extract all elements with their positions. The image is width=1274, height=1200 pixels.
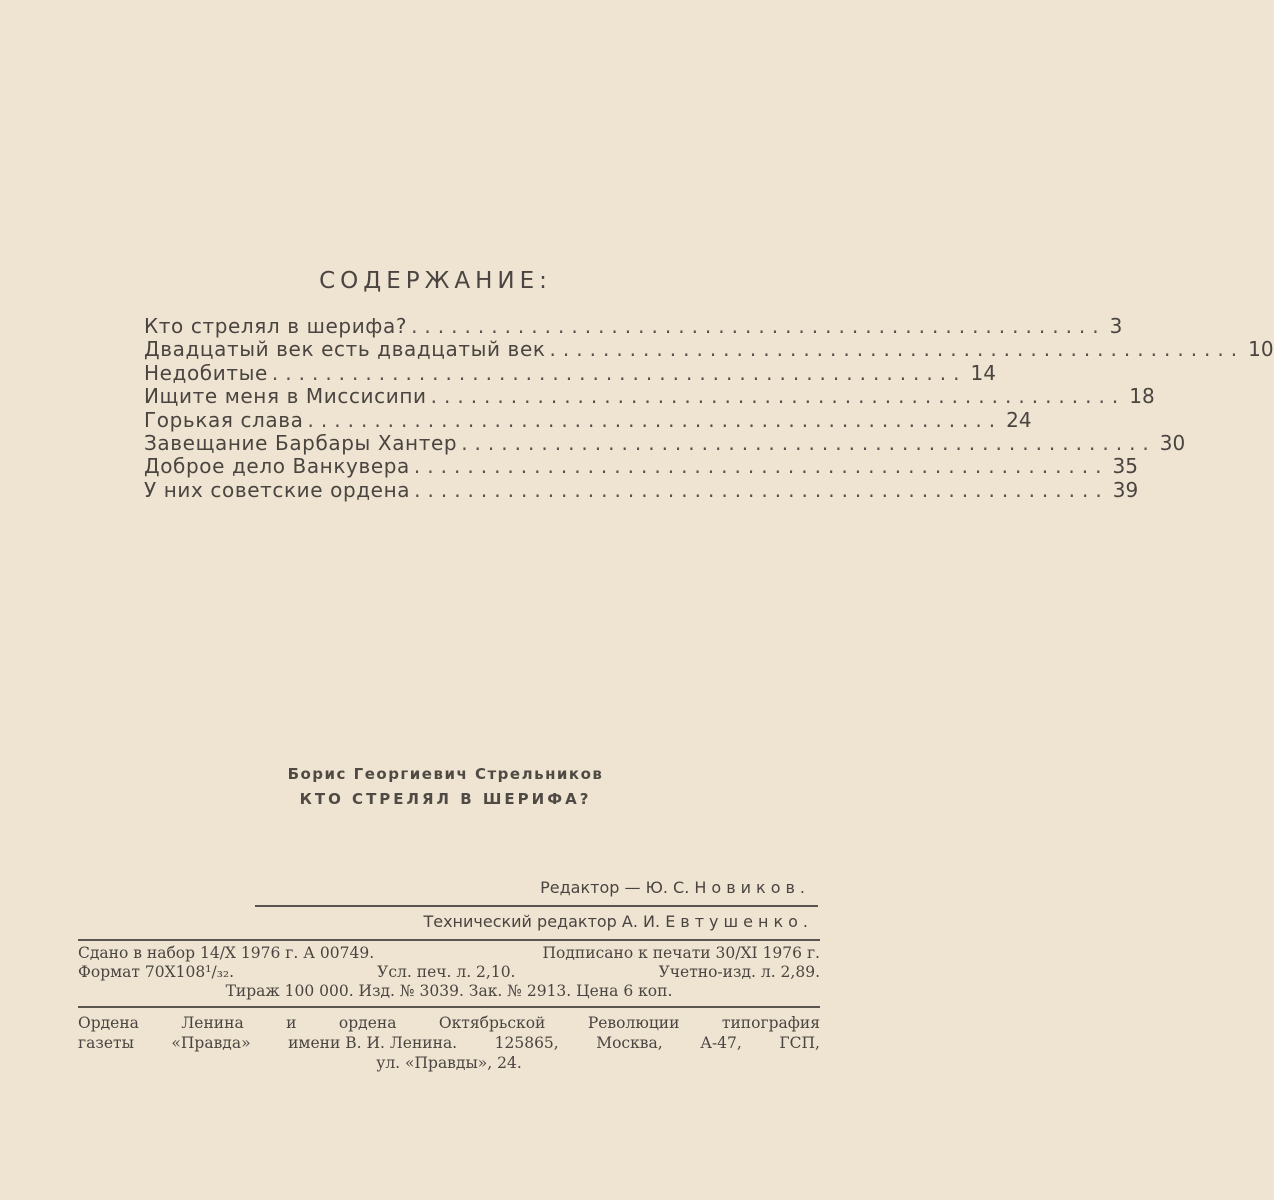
toc-entry-title: Ищите меня в Миссисипи	[144, 384, 427, 409]
printer-block	[78, 1013, 820, 1073]
printer-word: Революции	[587, 1014, 680, 1032]
toc-leader-dots: ....................................................	[430, 384, 1126, 409]
toc-leader-dots: ....................................................	[549, 337, 1245, 362]
toc-entry-page: 35	[1112, 454, 1138, 479]
imprint-line	[78, 944, 820, 963]
printer-word: газеты	[78, 1034, 134, 1052]
book-title: КТО СТРЕЛЯЛ В ШЕРИФА?	[299, 790, 592, 808]
imprint-edition-sheets: Учетно-изд. л. 2,89.	[658, 963, 820, 981]
imprint-line	[78, 982, 820, 1001]
printer-word: «Правда»	[171, 1034, 251, 1052]
printer-word: имени В. И. Ленина.	[288, 1034, 458, 1052]
toc-leader-dots: ....................................................	[461, 430, 1156, 455]
editor-label: Редактор — Ю. С.	[540, 878, 690, 897]
divider	[78, 1006, 820, 1008]
toc-entry-page: 39	[1112, 477, 1139, 502]
toc-entry	[144, 337, 1274, 362]
toc-entry-page: 30	[1159, 430, 1186, 455]
toc-entry-page: 10	[1248, 337, 1274, 362]
printer-word: и	[286, 1014, 297, 1032]
editor-credit	[540, 878, 810, 897]
printer-line	[78, 1053, 820, 1073]
toc-entry-page: 3	[1109, 314, 1123, 338]
toc-entry	[144, 477, 1139, 502]
printer-word: 125865,	[494, 1034, 559, 1052]
editor-name: Новиков.	[694, 878, 810, 897]
tech-editor-label: Технический редактор А. И.	[423, 912, 661, 931]
imprint-signed: Подписано к печати 30/XI 1976 г.	[542, 944, 820, 962]
toc-entry-title: Горькая слава	[144, 407, 304, 432]
imprint-block	[78, 944, 820, 1001]
printer-address: ул. «Правды», 24.	[376, 1054, 522, 1072]
divider	[78, 939, 820, 941]
toc-entry-title: У них советские ордена	[144, 477, 411, 502]
printer-word: ордена	[338, 1014, 397, 1032]
toc-entry	[144, 407, 1032, 432]
toc-entry-title: Кто стрелял в шерифа?	[144, 314, 408, 338]
printer-word: ГСП,	[779, 1034, 820, 1052]
toc-entry	[144, 384, 1155, 409]
contents-heading: СОДЕРЖАНИЕ:	[319, 268, 552, 294]
author-name: Борис Георгиевич Стрельников	[287, 765, 604, 783]
tech-editor-name: Евтушенко.	[665, 912, 813, 931]
toc-entry	[144, 454, 1138, 479]
toc-leader-dots: ....................................................	[414, 477, 1109, 502]
imprint-typeset: Сдано в набор 14/X 1976 г. А 00749.	[78, 944, 375, 962]
imprint-format: Формат 70Х108¹/₃₂.	[78, 963, 235, 981]
toc-entry	[144, 314, 1123, 338]
divider	[255, 905, 818, 907]
toc-leader-dots: ....................................................	[411, 314, 1106, 338]
printer-word: А-47,	[700, 1034, 742, 1052]
imprint-line	[78, 963, 820, 982]
toc-entry-page: 24	[1006, 407, 1032, 432]
printer-word: Москва,	[596, 1034, 663, 1052]
toc-leader-dots: ....................................................	[271, 360, 967, 385]
toc-entry	[144, 430, 1186, 455]
printer-word: Октябрьской	[438, 1014, 546, 1032]
toc-entry-title: Доброе дело Ванкувера	[144, 454, 410, 479]
printer-word: типография	[721, 1014, 820, 1032]
table-of-contents	[144, 314, 1274, 502]
toc-entry-page: 14	[970, 360, 996, 385]
toc-entry-title: Завещание Барбары Хантер	[144, 430, 458, 455]
toc-entry-page: 18	[1129, 384, 1155, 409]
toc-entry-title: Двадцатый век есть двадцатый век	[144, 337, 546, 362]
imprint-sheets: Усл. печ. л. 2,10.	[377, 963, 516, 981]
printer-word: Ленина	[181, 1014, 244, 1032]
toc-entry	[144, 360, 996, 385]
toc-entry-title: Недобитые	[144, 360, 268, 385]
toc-leader-dots: ....................................................	[307, 407, 1003, 432]
toc-leader-dots: ....................................................	[413, 454, 1109, 479]
tech-editor-credit	[423, 912, 813, 931]
printer-line	[78, 1013, 820, 1033]
imprint-print-run: Тираж 100 000. Изд. № 3039. Зак. № 2913. Цена 6 коп.	[225, 982, 673, 1000]
printer-line	[78, 1033, 820, 1053]
printer-word: Ордена	[78, 1014, 139, 1032]
